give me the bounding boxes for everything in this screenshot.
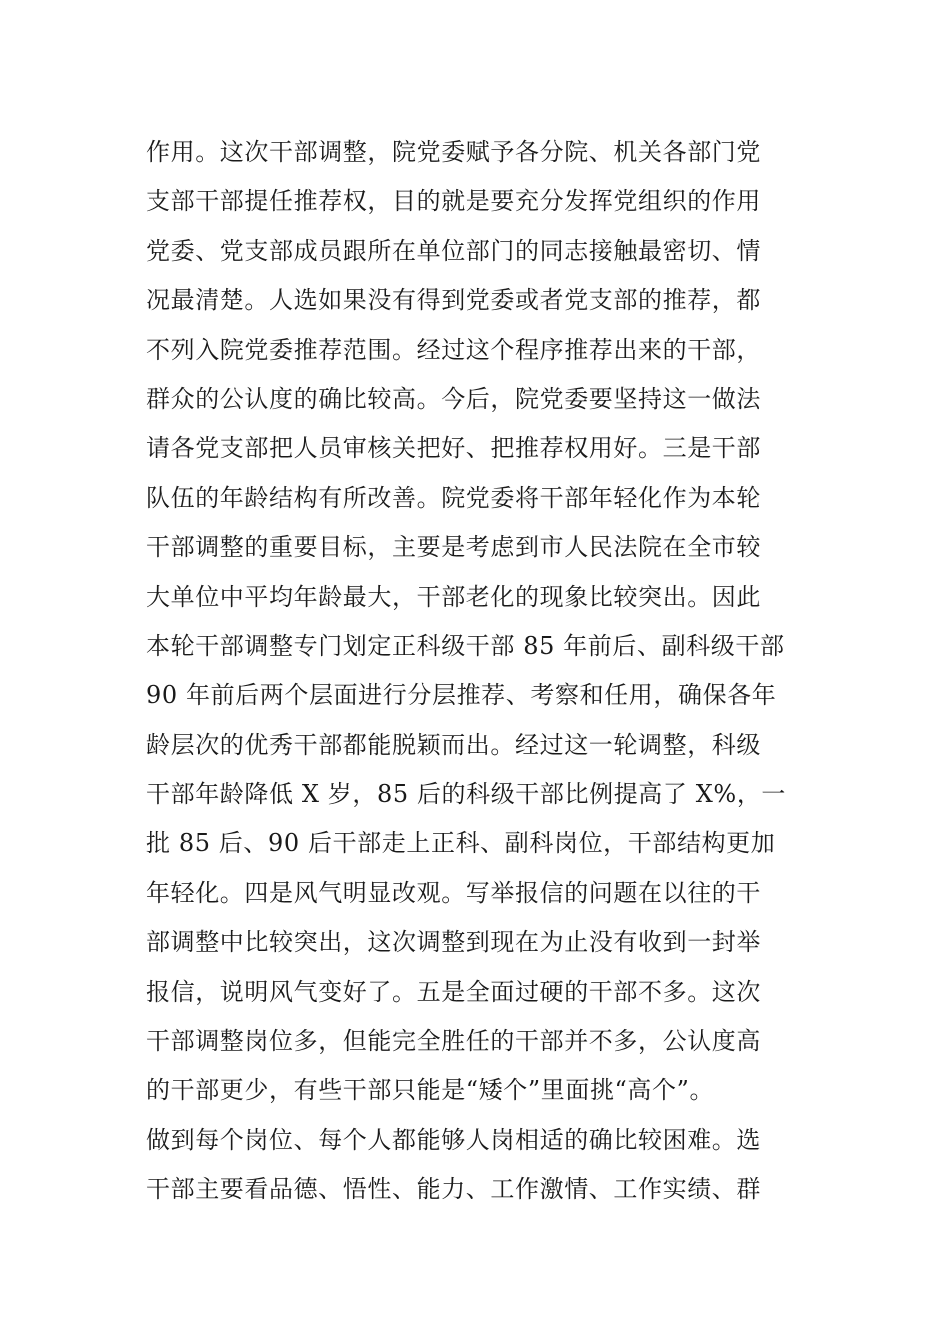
text-line: 队伍的年龄结构有所改善。院党委将干部年轻化作为本轮 xyxy=(146,483,761,512)
text-line: 部调整中比较突出，这次调整到现在为止没有收到一封举 xyxy=(146,928,761,957)
text-line: 的干部更少，有些干部只能是“矮个”里面挑“高个”。 xyxy=(146,1076,715,1105)
text-line: 报信，说明风气变好了。五是全面过硬的干部不多。这次 xyxy=(146,977,761,1006)
body-text xyxy=(146,128,826,1215)
text-line: 龄层次的优秀干部都能脱颖而出。经过这一轮调整，科级 xyxy=(146,730,761,759)
text-line: 支部干部提任推荐权，目的就是要充分发挥党组织的作用 xyxy=(146,187,761,216)
text-line: 请各党支部把人员审核关把好、把推荐权用好。三是干部 xyxy=(146,434,761,463)
text-line: 群众的公认度的确比较高。今后，院党委要坚持这一做法 xyxy=(146,384,761,413)
text-line: 年轻化。四是风气明显改观。写举报信的问题在以往的干 xyxy=(146,878,761,907)
text-line: 做到每个岗位、每个人都能够人岗相适的确比较困难。选 xyxy=(146,1125,761,1154)
text-line: 作用。这次干部调整，院党委赋予各分院、机关各部门党 xyxy=(146,138,761,166)
text-line: 本轮干部调整专门划定正科级干部 85 年前后、副科级干部 xyxy=(146,631,785,660)
text-line: 大单位中平均年龄最大，干部老化的现象比较突出。因此 xyxy=(146,582,761,611)
text-line: 干部调整岗位多，但能完全胜任的干部并不多，公认度高 xyxy=(146,1027,761,1056)
text-line: 不列入院党委推荐范围。经过这个程序推荐出来的干部， xyxy=(146,335,761,364)
text-line: 党委、党支部成员跟所在单位部门的同志接触最密切、情 xyxy=(146,236,761,265)
text-line: 干部主要看品德、悟性、能力、工作激情、工作实绩、群 xyxy=(146,1175,761,1204)
text-line: 干部调整的重要目标，主要是考虑到市人民法院在全市较 xyxy=(146,533,761,562)
text-line: 干部年龄降低 X 岁，85 后的科级干部比例提高了 X%，一 xyxy=(146,780,787,809)
text-line: 批 85 后、90 后干部走上正科、副科岗位，干部结构更加 xyxy=(146,829,776,858)
text-line: 况最清楚。人选如果没有得到党委或者党支部的推荐，都 xyxy=(146,286,761,315)
text-line: 90 年前后两个层面进行分层推荐、考察和任用，确保各年 xyxy=(146,681,777,710)
